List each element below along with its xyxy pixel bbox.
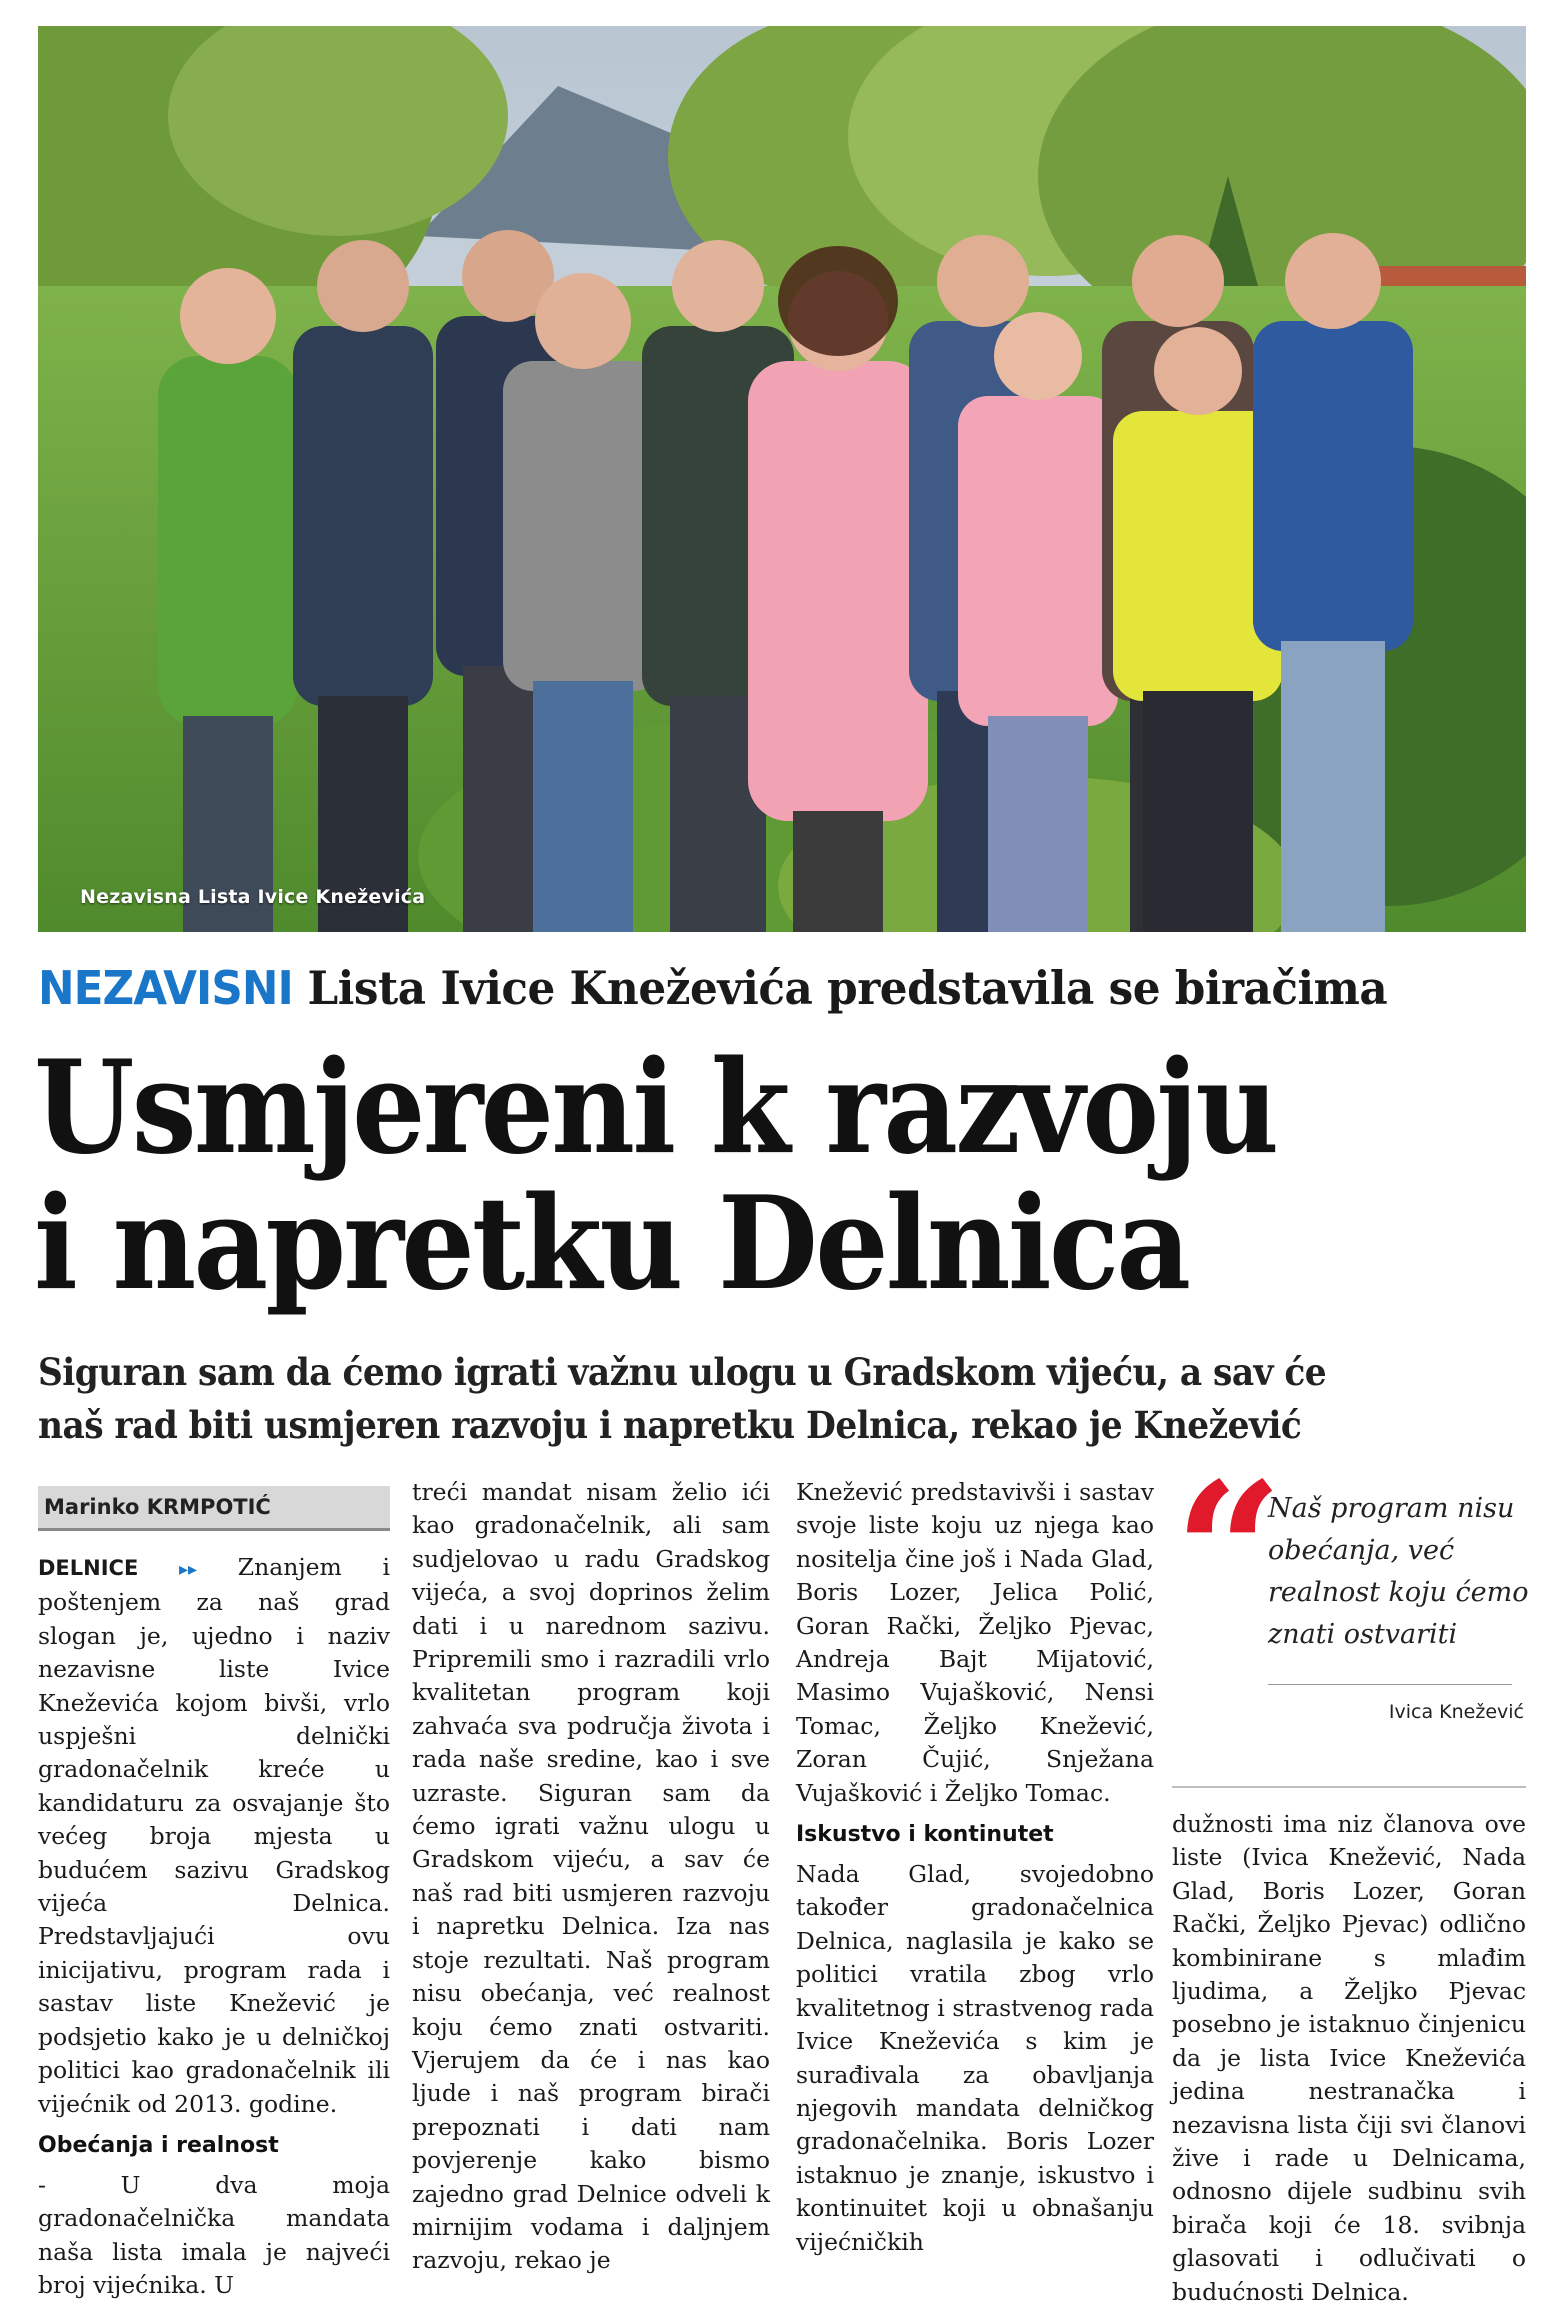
pull-quote	[1172, 1441, 1529, 1788]
column-4	[1172, 1441, 1529, 2309]
headline-line-2: i napretku Delnica	[34, 1169, 1189, 1319]
lead-line-2: naš rad biti usmjeren razvoju i napretku Delnica, rekao je Knežević	[38, 1403, 1302, 1447]
kicker-text: Lista Ivice Kneževića predstavila se biračima	[307, 961, 1388, 1015]
paragraph-6: dužnosti ima niz članova ove liste (Ivica Knežević, Nada Glad, Boris Lozer, Goran Rački, Željko Pjevac) odlično kombinirane s mlađim ljudima, a Željko Pjevac posebno je istaknuo činjenicu da je lista Ivice Kneževića jedina nestranačka i nezavisna lista čiji svi članovi žive i rade u Delnicama, odnosno dijele sudbinu svih birača koji će 18. svibnja glasovati i odlučivati o budućnosti Delnica.	[1172, 1810, 1526, 2306]
paragraph-1	[38, 1551, 390, 2121]
kicker-tag: NEZAVISNI	[38, 961, 293, 1015]
group-photo	[38, 26, 1526, 932]
subhead-obecanja: Obećanja i realnost	[38, 2132, 279, 2158]
photo-caption: Nezavisna Lista Ivice Kneževića	[80, 886, 426, 908]
column-2	[412, 1476, 770, 2278]
kicker	[38, 958, 1463, 1018]
paragraph-4: Knežević predstavivši i sastav svoje liste koju uz njega kao nositelja čine još i Nada Glad, Boris Lozer, Jelica Polić, Goran Rački, Željko Pjevac, Andreja Bajt Mijatović, Masimo Vujašković, Nensi Tomac, Željko Knežević, Zoran Čujić, Snježana Vujašković i Željko Tomac.	[796, 1478, 1154, 1807]
paragraph-5: Nada Glad, svojedobno također gradonačelnica Delnica, naglasila je kako se politici vratila zbog vrlo kvalitetnog i strastvenog rada Ivice Kneževića s kim je surađivala za obavljanja njegovih mandata delničkog gradonačelnika. Boris Lozer istaknuo je znanje, iskustvo i kontinuitet koji u obnašanju vijećničkih	[796, 1860, 1154, 2256]
quote-author: Ivica Knežević	[1388, 1701, 1524, 1723]
quote-text: Naš program nisu obećanja, već realnost koju ćemo znati ostvariti	[1268, 1493, 1529, 1650]
byline: Marinko KRMPOTIĆ	[38, 1486, 390, 1531]
paragraph-3: treći mandat nisam želio ići kao gradonačelnik, ali sam sudjelovao u radu Gradskog vijeća, a svoj doprinos želim dati i u narednom sazivu. Pripremili smo i razradili vrlo kvalitetan program koji zahvaća sva područja života i rada naše sredine, kao i sve uzraste. Siguran sam da ćemo igrati važnu ulogu u Gradskom vijeću, a sav će naš rad biti usmjeren razvoju i napretku Delnica. Iza nas stoje rezultati. Naš program nisu obećanja, već realnost koju ćemo znati ostvariti. Vjerujem da će i nas kao ljude i naš program birači prepoznati i dati nam povjerenje kako bismo zajedno grad Delnice odveli k mirnijim vodama i daljnjem razvoju, rekao je	[412, 1478, 770, 2275]
lead	[38, 1346, 1442, 1452]
group-photo-illustration	[38, 26, 1526, 932]
column-1	[38, 1486, 390, 2303]
column-3	[796, 1476, 1154, 2259]
subhead-iskustvo: Iskustvo i kontinutet	[796, 1822, 1054, 1848]
dateline-arrow-icon: ▸▸	[178, 1559, 198, 1580]
paragraph-1-text: Znanjem i poštenjem za naš grad slogan je, ujedno i naziv nezavisne liste Ivice Kneževića kojom bivši, vrlo uspješni delnički gradonačelnik kreće u kandidaturu za osvajanje što većeg broja mjesta u budućem sazivu Gradskog vijeća Delnica. Predstavljajući ovu inicijativu, program rada i sastav liste Knežević je podsjetio kako je u delničkoj politici kao gradonačelnik ili vijećnik od 2013. godine.	[38, 1553, 390, 2118]
dateline: DELNICE	[38, 1556, 139, 1580]
headline-line-1: Usmjereni k razvoju	[34, 1033, 1277, 1183]
lead-line-1: Siguran sam da ćemo igrati važnu ulogu u Gradskom vijeću, a sav će	[38, 1350, 1327, 1394]
quote-mark-icon: “	[1174, 1441, 1284, 1664]
quote-divider	[1268, 1684, 1512, 1685]
headline	[34, 1033, 1402, 1319]
paragraph-2: - U dva moja gradonačelnička mandata naša lista imala je najveći broj vijećnika. U	[38, 2170, 390, 2300]
